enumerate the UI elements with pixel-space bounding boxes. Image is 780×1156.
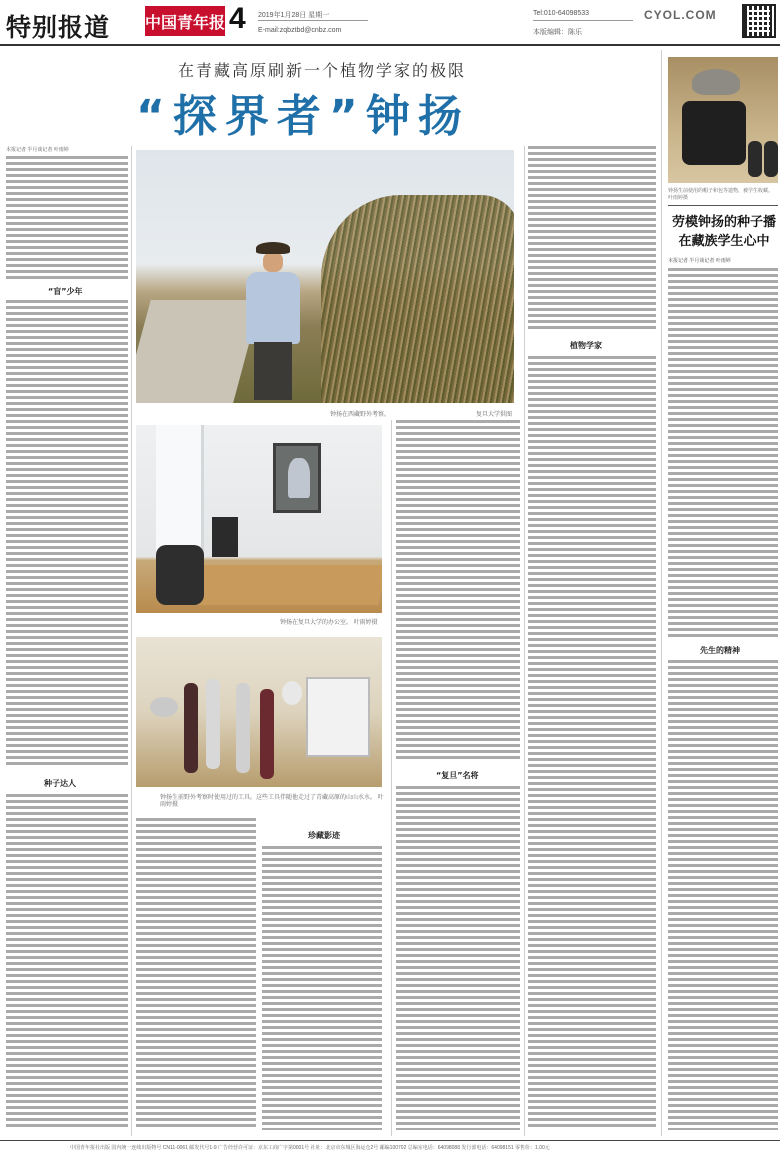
box [306,677,370,757]
article-text-block [6,300,128,768]
scissors [150,697,178,717]
issue-date: 2019年1月28日 星期一 [258,12,330,19]
photo-office [136,425,382,613]
sidebar-text-block [668,268,778,638]
subhead: 种子达人 [44,779,76,788]
column-divider [661,50,662,1136]
article-text-block [136,818,256,1130]
article-text-block [6,156,128,280]
tool [260,689,274,779]
tool [236,683,250,773]
masthead-rule [0,44,780,46]
photo-caption: 钟扬生前使用的帽子和包等遗物，被学生收藏。 叶雨婷摄 [668,188,774,201]
article-text-block [528,356,656,1130]
article-text-block [396,786,520,1130]
article-text-block [528,146,656,332]
page-editor: 本版编辑：陈乐 [533,29,582,36]
article-text-block [396,420,520,762]
article-text-block [6,794,128,1130]
window [156,425,204,555]
page-number: 4 [229,2,246,35]
sidebar-headline: 劳模钟扬的种子播在藏族学生心中 [672,215,777,249]
tool [206,679,220,769]
photo-tools [136,637,382,787]
article-text-block [262,846,382,1130]
subhead: “盲”少年 [48,287,83,296]
qr-code-icon [742,4,776,38]
shirt [246,272,300,344]
shoe [764,141,778,177]
contact-email: E-mail:zqbztbd@cnbz.com [258,27,342,34]
portrait [288,458,310,498]
website-link[interactable]: CYOL.COM [644,8,717,22]
face [263,252,283,272]
grass [321,195,514,403]
footer-rule [0,1140,780,1141]
masthead-divider [258,20,368,21]
masthead-divider [533,20,633,21]
subhead: 先生的精神 [700,646,740,655]
subhead: 植物学家 [570,341,602,350]
photo-credit: 复旦大学供图 [476,412,513,418]
photo-zhong-yang-field [136,150,514,403]
pants [254,342,292,400]
tool [184,683,198,773]
photo-caption: 钟扬在西藏野外考察。 [330,412,391,418]
newspaper-logo: 中国青年报 [145,6,225,36]
sidebar-byline: 本报记者 半月谈记者 叶雨婷 [668,258,731,264]
column-divider [391,420,392,1136]
column-divider [131,146,132,1136]
subhead: “复旦”名将 [436,771,479,780]
bag [682,101,746,165]
shoe [748,141,762,177]
portrait-frame [273,443,321,513]
sidebar-rule [668,205,778,206]
sidebar-text-block [668,660,778,1130]
chair [156,545,204,605]
photo-caption: 钟扬生前野外考察时使用过的工具。这些工具伴随他走过了青藏高原的山山水水。 叶雨婷摄 [160,795,384,808]
headline-kicker: 在青藏高原刷新一个植物学家的极限 [178,61,467,80]
photo-caption: 钟扬在复旦大学的办公室。 叶雨婷摄 [280,620,378,626]
subhead: 珍藏影迹 [308,831,340,840]
article-byline: 本报记者 半月谈记者 叶雨婷 [6,147,69,153]
section-title: 特别报道 [6,13,111,42]
footer-info: 中国青年报社出版 国内统一连续出版物号 CN11-0061 邮发代号1-9 广告经营许可证：京东工商广字第0001号 社址：北京市东城区海运仓2号 邮编100702 总编室电话：64098088 发行部电话：64098151 零售价：1.00元 [70,1145,550,1151]
column-divider [524,146,525,1136]
headline: “探界者”钟扬 [136,91,470,142]
tape-roll [282,681,302,705]
person-figure [238,242,308,403]
hat [256,242,290,254]
hat [692,69,740,95]
contact-phone: Tel:010-64098533 [533,10,590,17]
computer [212,517,238,557]
photo-belongings [668,57,778,183]
